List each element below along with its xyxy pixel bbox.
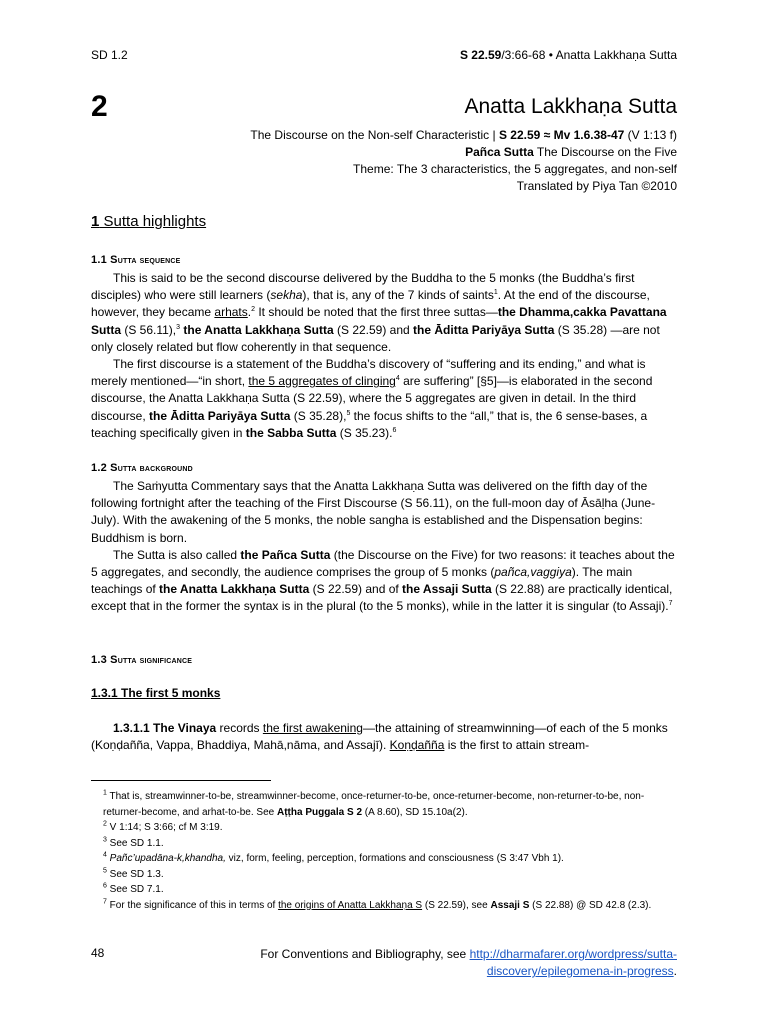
title-subtitles — [250, 127, 677, 195]
paragraph: The first discourse is a statement of the Buddha’s discovery of “suffering and its ending,” and what is merely mentioned—“in short, the 5 aggregates of clinging$^4$ are suffering” [§5]—is elaborated in the second discourse, the Anatta Lakkhaṇa Sutta (S 22.59), where the 5 aggregates are given in detail. In the third discourse, the Āditta Pariyāya Sutta (S 35.28),$^5$ the focus shifts to the “all,” that is, the 6 sense-bases, a teaching specifically given in the Sabba Sutta (S 35.23).$^6$ — [91, 357, 653, 440]
subtitle-theme: Theme: The 3 characteristics, the 5 aggregates, and non-self — [353, 162, 677, 176]
footnote-6: $^6$ See SD 7.1. — [103, 882, 164, 895]
section-heading-highlights: 1 Sutta highlights — [91, 213, 207, 230]
footnote-1: $^1$ That is, streamwinner-to-be, streamwinner-become, once-returner-to-be, once-returner-become, non-returner-to-be, non-returner-become, and arhat-to-be. See Aṭṭha Puggala S 2 (A 8.60), SD 15.10a(2). — [103, 789, 645, 818]
subsubsection-heading-first-monks: 1.3.1 The first 5 monks — [91, 686, 221, 700]
section-1-3-1-body — [91, 720, 677, 754]
subtitle-translator: Translated by Piya Tan ©2010 — [516, 179, 677, 193]
subsection-heading-sequence: 1.1 Sutta sequence — [91, 254, 181, 266]
footer-link-line1[interactable]: http://dharmafarer.org/wordpress/sutta- — [469, 947, 677, 961]
footnotes — [91, 789, 677, 913]
page-number: 48 — [91, 946, 105, 960]
chapter-number: 2 — [91, 90, 108, 123]
section-1-1-body — [91, 270, 677, 442]
footnote-2: $^2$ V 1:14; S 3:66; cf M 3:19. — [103, 820, 223, 833]
footnote-5: $^5$ See SD 1.3. — [103, 867, 164, 880]
paragraph: 1.3.1.1 The Vinaya records the first awakening—the attaining of streamwinning—of each of the 5 monks (Koṇḍañña, Vappa, Bhaddiya, Mahā,nāma, and Assajī). Koṇḍañña is the first to attain stream- — [91, 721, 668, 753]
footer-conventions: For Conventions and Bibliography, see http://dharmafarer.org/wordpress/sutta- discovery/epilegomena-in-progress. — [260, 947, 677, 978]
header-sd-label: SD 1.2 — [91, 48, 128, 62]
subsection-heading-significance: 1.3 Sutta significance — [91, 654, 193, 666]
paragraph: The Saṁyutta Commentary says that the Anatta Lakkhaṇa Sutta was delivered on the fifth day of the following fortnight after the teaching of the First Discourse (S 56.11), on the full-moon day of Āsāḷha (June-July). With the awakening of the 5 monks, the noble sangha is established and the Dispensation begins: Buddhism is born. — [91, 479, 656, 545]
paragraph: This is said to be the second discourse delivered by the Buddha to the 5 monks (the Buddha’s first disciples) who were still learners (sekha), that is, any of the 7 kinds of saints$^1$. At the end of the discourse, however, they became arhats.$^2$ It should be noted that the first three suttas—the Dhamma,cakka Pavattana Sutta (S 56.11),$^3$ the Anatta Lakkhaṇa Sutta (S 22.59) and the Āditta Pariyāya Sutta (S 35.28) —are not only closely related but flow coherently in that sequence. — [91, 271, 667, 354]
footer-text: For Conventions and Bibliography, see — [260, 947, 470, 961]
footnote-4: $^4$ Pañc’upadāna-k,khandha, viz, form, feeling, perception, formations and consciousness (S 3:47 Vbh 1). — [103, 851, 564, 864]
footnote-3: $^3$ See SD 1.1. — [103, 836, 164, 849]
header-sutta-ref: S 22.59/3:66-68 • Anatta Lakkhaṇa Sutta — [459, 48, 677, 62]
subtitle-discourse: The Discourse on the Non-self Characteristic | S 22.59 ≈ Mv 1.6.38-47 (V 1:13 f) — [250, 128, 677, 142]
page-title: Anatta Lakkhaṇa Sutta — [464, 95, 677, 118]
subtitle-panca: Pañca Sutta The Discourse on the Five — [465, 145, 677, 159]
footnote-7: $^7$ For the significance of this in terms of the origins of Anatta Lakkhaṇa S (S 22.59), see Assaji S (S 22.88) @ SD 42.8 (2.3). — [103, 898, 652, 911]
footer-link-line2[interactable]: discovery/epilegomena-in-progress — [486, 964, 674, 978]
subsection-heading-background: 1.2 Sutta background — [91, 462, 193, 474]
paragraph: The Sutta is also called the Pañca Sutta (the Discourse on the Five) for two reasons: it teaches about the 5 aggregates, and secondly, the audience comprises the group of 5 monks (pañca,vaggiya). The main teachings of the Anatta Lakkhaṇa Sutta (S 22.59) and of the Assaji Sutta (S 22.88) are practically identical, except that in the former the syntax is in the plural (to the 5 monks), while in the latter it is singular (to Assaji).$^7$ — [91, 547, 675, 614]
footnote-divider — [91, 780, 271, 781]
section-1-2-body — [91, 478, 677, 616]
